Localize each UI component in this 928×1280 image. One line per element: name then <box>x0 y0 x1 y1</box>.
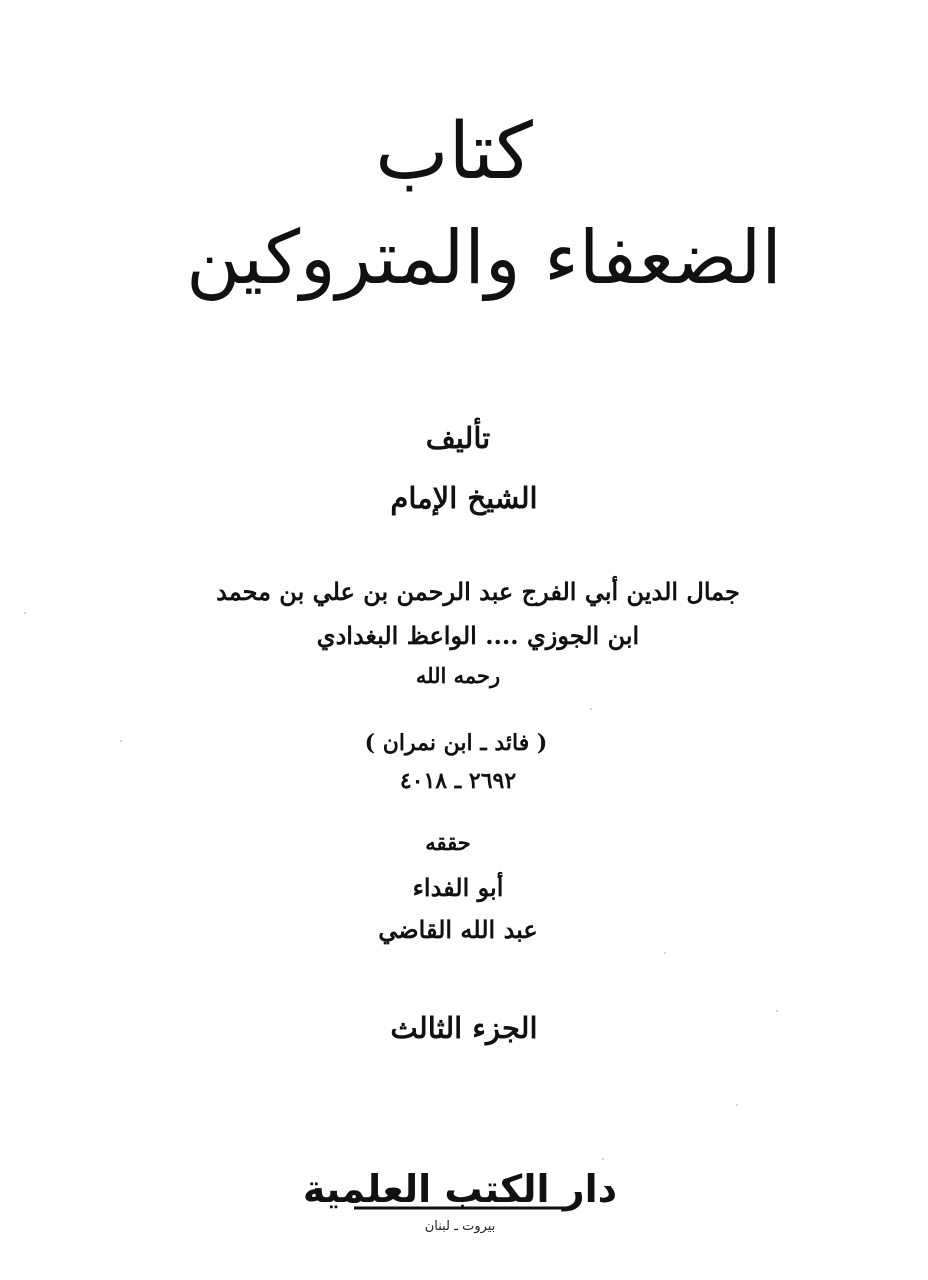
author-honorific: الشيخ الإمام <box>390 481 538 515</box>
paper-speck <box>590 708 592 710</box>
author-blessing: رحمه الله <box>415 663 501 688</box>
editor-label: حققه <box>425 830 471 855</box>
paper-speck <box>120 740 122 742</box>
book-title: الضعفاء والمتروكين <box>186 215 782 301</box>
editor-name: عبد الله القاضي <box>378 915 538 944</box>
publisher-location: بيروت ـ لبنان <box>424 1219 496 1234</box>
authorship-label: تأليف <box>425 421 491 455</box>
paper-speck <box>664 952 666 954</box>
publisher-logo <box>302 1150 618 1240</box>
volume-range-names: ( فائد ـ ابن نمران ) <box>364 730 548 756</box>
paper-speck <box>602 1158 604 1160</box>
book-title-word: كتاب <box>375 107 533 197</box>
editor-kunya: أبو الفداء <box>412 873 504 902</box>
author-name-line-2: ابن الجوزي .... الواعظ البغدادي <box>316 621 640 650</box>
paper-speck <box>776 1010 778 1012</box>
publisher-logo-text: دار الكتب العلمية <box>302 1167 618 1211</box>
author-name-line-1: جمال الدين أبي الفرج عبد الرحمن بن علي بن محمد <box>216 577 740 606</box>
paper-speck <box>736 1104 738 1106</box>
volume-label: الجزء الثالث <box>390 1011 538 1045</box>
paper-speck <box>24 612 26 614</box>
volume-range-numbers: ٢٦٩٢ ـ ٤٠١٨ <box>399 768 517 794</box>
